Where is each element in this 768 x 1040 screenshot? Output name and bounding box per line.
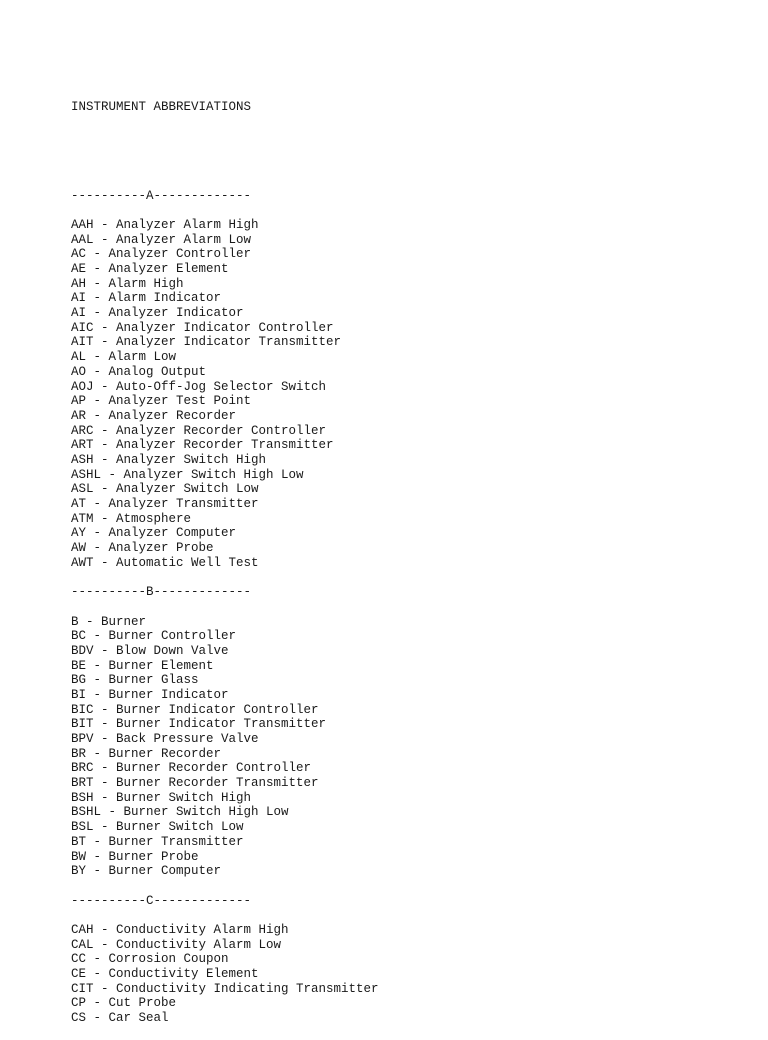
abbreviation-entry: ATM - Atmosphere [71, 511, 192, 526]
abbreviation-entry: BSL - Burner Switch Low [71, 820, 244, 835]
abbreviation-entry: BC - Burner Controller [71, 629, 237, 644]
abbreviation-entry: BRT - Burner Recorder Transmitter [71, 776, 319, 791]
abbreviation-entry: AI - Alarm Indicator [71, 291, 222, 306]
abbreviation-entry: CE - Conductivity Element [71, 967, 259, 982]
abbreviation-entry: AP - Analyzer Test Point [71, 394, 252, 409]
spacer [71, 908, 379, 923]
abbreviation-entry: CAH - Conductivity Alarm High [71, 922, 289, 937]
abbreviation-entry: CS - Car Seal [71, 1011, 169, 1026]
abbreviation-entry: AL - Alarm Low [71, 350, 177, 365]
abbreviation-entry: AE - Analyzer Element [71, 262, 229, 277]
abbreviation-entry: BRC - Burner Recorder Controller [71, 761, 312, 776]
section [71, 189, 379, 586]
spacer [71, 570, 379, 585]
abbreviation-entry: AOJ - Auto-Off-Jog Selector Switch [71, 379, 327, 394]
abbreviation-entry: CP - Cut Probe [71, 996, 177, 1011]
abbreviation-entry: ART - Analyzer Recorder Transmitter [71, 438, 334, 453]
abbreviation-entry: ASH - Analyzer Switch High [71, 452, 267, 467]
spacer [71, 600, 379, 615]
abbreviation-entry: AY - Analyzer Computer [71, 526, 237, 541]
abbreviation-entry: BIC - Burner Indicator Controller [71, 702, 319, 717]
abbreviation-entry: ASL - Analyzer Switch Low [71, 482, 259, 497]
abbreviation-entry: AAL - Analyzer Alarm Low [71, 232, 252, 247]
abbreviation-entry: BI - Burner Indicator [71, 687, 229, 702]
abbreviation-entry: BSHL - Burner Switch High Low [71, 805, 289, 820]
abbreviation-entry: ASHL - Analyzer Switch High Low [71, 467, 304, 482]
spacer [71, 145, 379, 160]
abbreviation-entry: AAH - Analyzer Alarm High [71, 217, 259, 232]
abbreviation-entry: B - Burner [71, 614, 147, 629]
abbreviation-entry: AW - Analyzer Probe [71, 541, 214, 556]
abbreviation-entry: AH - Alarm High [71, 276, 184, 291]
abbreviation-entry: BG - Burner Glass [71, 673, 199, 688]
abbreviation-entry: ARC - Analyzer Recorder Controller [71, 423, 327, 438]
abbreviation-entry: BDV - Blow Down Valve [71, 643, 229, 658]
abbreviation-entry: BE - Burner Element [71, 658, 214, 673]
abbreviation-entry: AWT - Automatic Well Test [71, 555, 259, 570]
section [71, 894, 379, 1026]
abbreviation-entry: AIT - Analyzer Indicator Transmitter [71, 335, 342, 350]
abbreviation-entry: AC - Analyzer Controller [71, 247, 252, 262]
abbreviation-entry: AIC - Analyzer Indicator Controller [71, 320, 334, 335]
section-divider: ----------A------------- [71, 188, 252, 203]
section-divider: ----------B------------- [71, 585, 252, 600]
abbreviation-entry: AR - Analyzer Recorder [71, 408, 237, 423]
abbreviation-entry: BR - Burner Recorder [71, 746, 222, 761]
abbreviation-entry: CAL - Conductivity Alarm Low [71, 937, 282, 952]
abbreviation-entry: BSH - Burner Switch High [71, 790, 252, 805]
abbreviation-entry: BPV - Back Pressure Valve [71, 732, 259, 747]
abbreviation-entry: AO - Analog Output [71, 364, 207, 379]
spacer [71, 879, 379, 894]
abbreviation-entry: AT - Analyzer Transmitter [71, 497, 259, 512]
document-page [71, 71, 379, 1040]
spacer [71, 203, 379, 218]
section-divider: ----------C------------- [71, 893, 252, 908]
abbreviation-entry: AI - Analyzer Indicator [71, 306, 244, 321]
abbreviation-entry: BIT - Burner Indicator Transmitter [71, 717, 327, 732]
section [71, 585, 379, 893]
document-title: INSTRUMENT ABBREVIATIONS [71, 100, 252, 115]
sections-container [71, 189, 379, 1026]
abbreviation-entry: BW - Burner Probe [71, 849, 199, 864]
abbreviation-entry: CC - Corrosion Coupon [71, 952, 229, 967]
abbreviation-entry: BT - Burner Transmitter [71, 834, 244, 849]
abbreviation-entry: CIT - Conductivity Indicating Transmitter [71, 981, 379, 996]
abbreviation-entry: BY - Burner Computer [71, 864, 222, 879]
